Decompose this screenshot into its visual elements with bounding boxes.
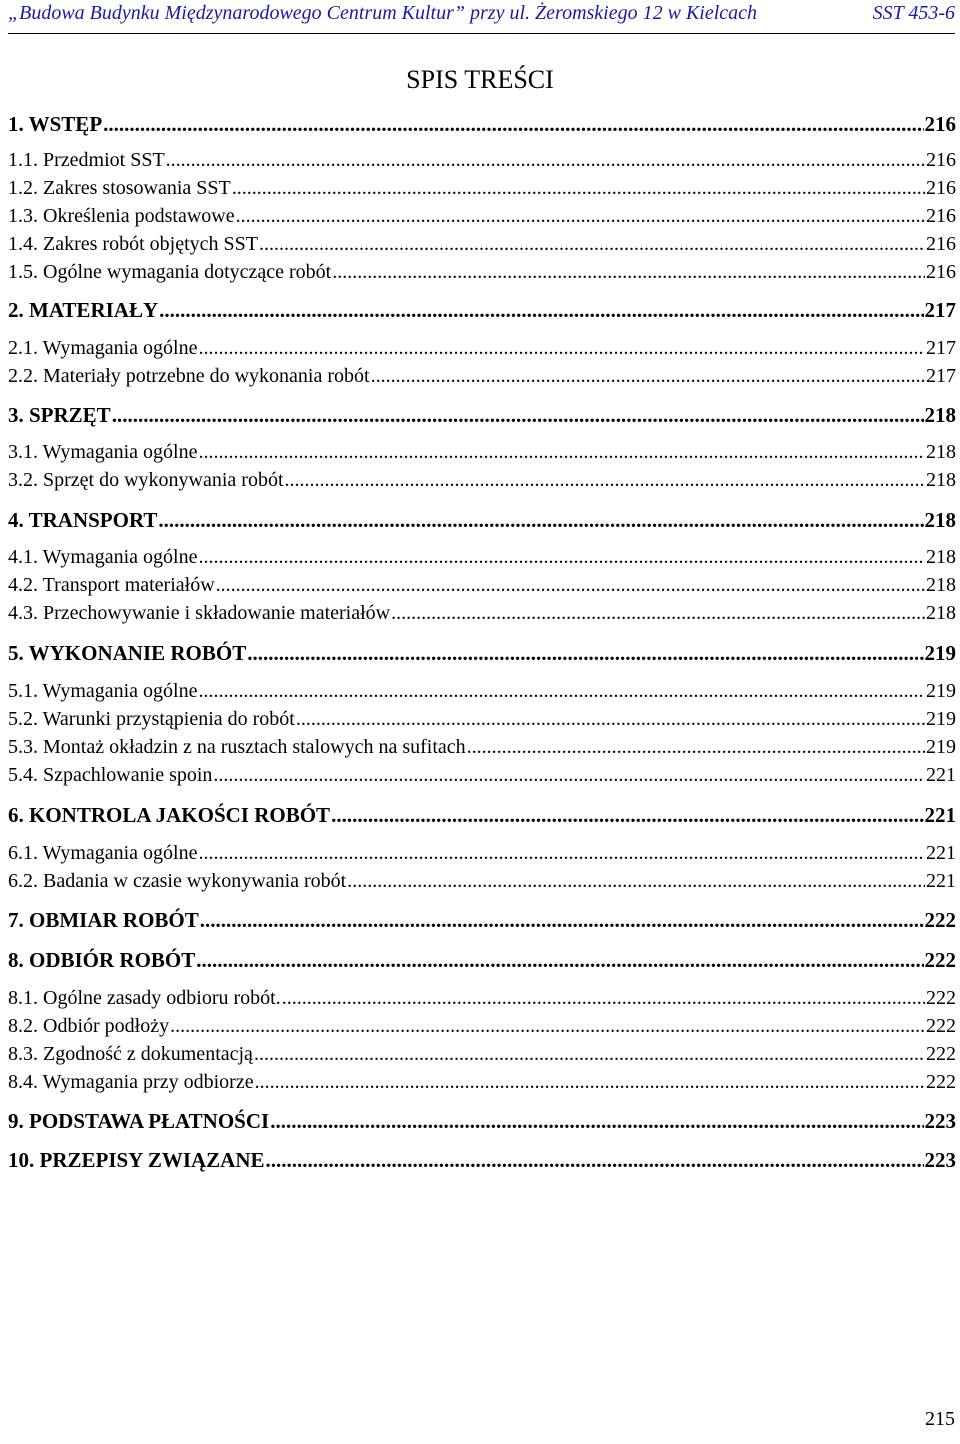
dot-leader (391, 602, 925, 625)
dot-leader (255, 1071, 925, 1094)
toc-entry-label: 4.2. Transport materiałów (8, 574, 215, 596)
toc-subsection-entry[interactable] (8, 205, 956, 231)
toc-entry-label: 5.1. Wymagania ogólne (8, 680, 198, 702)
toc-entry-page: 216 (926, 205, 956, 227)
toc-subsection-entry[interactable] (8, 337, 956, 363)
dot-leader (158, 508, 923, 533)
toc-entry-page: 218 (924, 403, 956, 427)
dot-leader (236, 205, 925, 228)
toc-subsection-entry[interactable] (8, 842, 956, 868)
document-title: „Budowa Budynku Międzynarodowego Centrum Kultur” przy ul. Żeromskiego 12 w Kielcach (8, 2, 758, 24)
toc-entry-page: 218 (926, 602, 956, 624)
dot-leader (159, 298, 923, 323)
toc-entry-label: 7. OBMIAR ROBÓT (8, 908, 199, 932)
toc-entry-label: 2.1. Wymagania ogólne (8, 337, 198, 359)
toc-entry-page: 222 (924, 948, 956, 972)
toc-section-entry[interactable] (8, 948, 956, 974)
dot-leader (266, 1148, 924, 1173)
dot-leader (467, 736, 925, 759)
toc-subsection-entry[interactable] (8, 1071, 956, 1097)
toc-entry-page: 221 (926, 764, 956, 786)
toc-entry-page: 221 (926, 842, 956, 864)
dot-leader (332, 261, 925, 284)
dot-leader (199, 680, 926, 703)
toc-entry-page: 218 (926, 441, 956, 463)
toc-entry-page: 222 (926, 987, 956, 1009)
dot-leader (285, 469, 925, 492)
toc-entry-label: 3.1. Wymagania ogólne (8, 441, 198, 463)
toc-subsection-entry[interactable] (8, 602, 956, 628)
toc-entry-page: 216 (926, 177, 956, 199)
toc-entry-label: 1.5. Ogólne wymagania dotyczące robót (8, 261, 332, 283)
toc-section-entry[interactable] (8, 908, 956, 934)
toc-entry-page: 222 (926, 1015, 956, 1037)
dot-leader (371, 365, 925, 388)
toc-entry-page: 216 (926, 261, 956, 283)
toc-subsection-entry[interactable] (8, 574, 956, 600)
toc-subsection-entry[interactable] (8, 441, 956, 467)
toc-entry-label: 1.1. Przedmiot SST (8, 149, 165, 171)
toc-entry-label: 5.2. Warunki przystąpienia do robót (8, 708, 295, 730)
toc-entry-page: 219 (926, 680, 956, 702)
toc-entry-label: 6.1. Wymagania ogólne (8, 842, 198, 864)
dot-leader (216, 574, 925, 597)
toc-entry-label: 4. TRANSPORT (8, 508, 158, 532)
toc-entry-page: 216 (926, 149, 956, 171)
toc-subsection-entry[interactable] (8, 870, 956, 896)
toc-entry-page: 218 (926, 546, 956, 568)
toc-entry-page: 217 (924, 298, 956, 322)
toc-entry-label: 3. SPRZĘT (8, 403, 111, 427)
toc-entry-label: 6.2. Badania w czasie wykonywania robót (8, 870, 347, 892)
dot-leader (199, 546, 926, 569)
dot-leader (166, 149, 925, 172)
toc-subsection-entry[interactable] (8, 987, 956, 1013)
dot-leader (247, 641, 923, 666)
toc-entry-label: 6. KONTROLA JAKOŚCI ROBÓT (8, 803, 331, 827)
toc-section-entry[interactable] (8, 1109, 956, 1135)
toc-section-entry[interactable] (8, 298, 956, 324)
toc-entry-page: 222 (926, 1043, 956, 1065)
toc-entry-page: 219 (926, 736, 956, 758)
toc-subsection-entry[interactable] (8, 365, 956, 391)
toc-entry-label: 5.3. Montaż okładzin z na rusztach stalowych na sufitach (8, 736, 466, 758)
toc-entry-label: 5.4. Szpachlowanie spoin (8, 764, 213, 786)
toc-section-entry[interactable] (8, 1148, 956, 1174)
dot-leader (199, 842, 926, 865)
toc-subsection-entry[interactable] (8, 736, 956, 762)
toc-entry-page: 221 (924, 803, 956, 827)
toc-subsection-entry[interactable] (8, 680, 956, 706)
document-code: SST 453-6 (872, 2, 955, 24)
dot-leader (270, 1109, 923, 1134)
toc-entry-page: 223 (924, 1148, 956, 1172)
toc-subsection-entry[interactable] (8, 469, 956, 495)
toc-entry-page: 221 (926, 870, 956, 892)
dot-leader (254, 1043, 925, 1066)
dot-leader (213, 764, 925, 787)
toc-subsection-entry[interactable] (8, 708, 956, 734)
dot-leader (200, 908, 924, 933)
toc-subsection-entry[interactable] (8, 1043, 956, 1069)
toc-entry-page: 217 (926, 365, 956, 387)
toc-section-entry[interactable] (8, 803, 956, 829)
toc-subsection-entry[interactable] (8, 177, 956, 203)
dot-leader (112, 403, 924, 428)
page-header (8, 0, 955, 34)
toc-entry-label: 8.3. Zgodność z dokumentacją (8, 1043, 253, 1065)
toc-section-entry[interactable] (8, 641, 956, 667)
dot-leader (170, 1015, 925, 1038)
dot-leader (347, 870, 925, 893)
dot-leader (196, 948, 923, 973)
toc-subsection-entry[interactable] (8, 149, 956, 175)
toc-entry-page: 217 (926, 337, 956, 359)
toc-entry-label: 2.2. Materiały potrzebne do wykonania robót (8, 365, 370, 387)
toc-entry-label: 1.4. Zakres robót objętych SST (8, 233, 258, 255)
toc-subsection-entry[interactable] (8, 764, 956, 790)
toc-entry-label: 5. WYKONANIE ROBÓT (8, 641, 247, 665)
dot-leader (199, 337, 926, 360)
dot-leader (331, 803, 923, 828)
toc-entry-page: 218 (924, 508, 956, 532)
toc-entry-page: 216 (924, 112, 956, 136)
toc-entry-page: 219 (924, 641, 956, 665)
dot-leader (199, 441, 926, 464)
toc-entry-label: 8.1. Ogólne zasady odbioru robót. (8, 987, 281, 1009)
toc-entry-label: 10. PRZEPISY ZWIĄZANE (8, 1148, 265, 1172)
toc-entry-page: 218 (926, 574, 956, 596)
toc-entry-label: 2. MATERIAŁY (8, 298, 159, 322)
toc-entry-label: 4.1. Wymagania ogólne (8, 546, 198, 568)
toc-entry-page: 222 (924, 908, 956, 932)
toc-entry-page: 219 (926, 708, 956, 730)
toc-entry-page: 222 (926, 1071, 956, 1093)
toc-entry-page: 218 (926, 469, 956, 491)
toc-entry-label: 3.2. Sprzęt do wykonywania robót (8, 469, 284, 491)
toc-subsection-entry[interactable] (8, 233, 956, 259)
page-number: 215 (925, 1408, 955, 1430)
toc-entry-label: 8. ODBIÓR ROBÓT (8, 948, 196, 972)
toc-subsection-entry[interactable] (8, 261, 956, 287)
toc-entry-page: 216 (926, 233, 956, 255)
dot-leader (232, 177, 925, 200)
toc-entry-label: 9. PODSTAWA PŁATNOŚCI (8, 1109, 270, 1133)
toc-entry-label: 1. WSTĘP (8, 112, 103, 136)
toc-title: SPIS TREŚCI (406, 65, 554, 94)
toc-entry-label: 1.2. Zakres stosowania SST (8, 177, 231, 199)
toc-entry-label: 1.3. Określenia podstawowe (8, 205, 235, 227)
toc-entry-label: 8.4. Wymagania przy odbiorze (8, 1071, 254, 1093)
toc-section-entry[interactable] (8, 112, 956, 138)
toc-subsection-entry[interactable] (8, 1015, 956, 1041)
dot-leader (103, 112, 923, 137)
toc-entry-label: 4.3. Przechowywanie i składowanie materiałów (8, 602, 391, 624)
dot-leader (282, 987, 925, 1010)
toc-section-entry[interactable] (8, 403, 956, 429)
toc-section-entry[interactable] (8, 508, 956, 534)
dot-leader (296, 708, 925, 731)
dot-leader (259, 233, 925, 256)
toc-subsection-entry[interactable] (8, 546, 956, 572)
toc-entry-page: 223 (924, 1109, 956, 1133)
toc-entry-label: 8.2. Odbiór podłoży (8, 1015, 170, 1037)
